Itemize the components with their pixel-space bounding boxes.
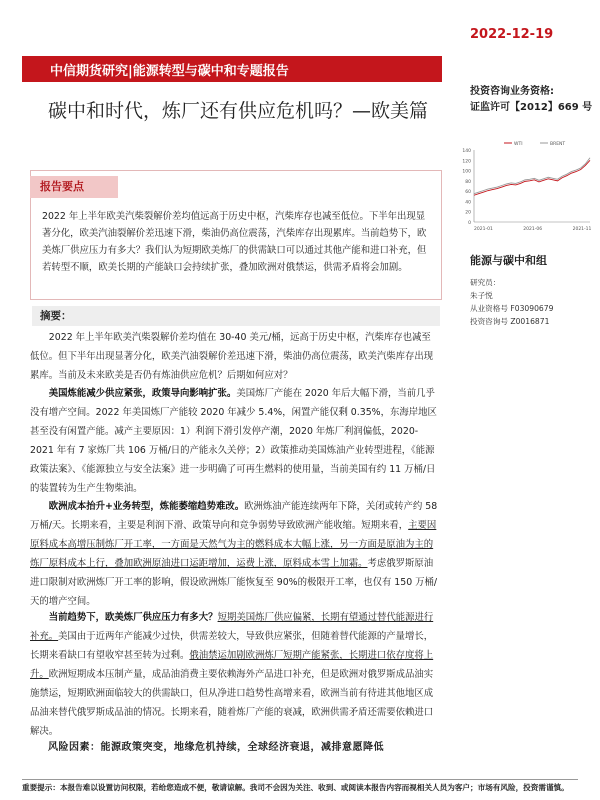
price-chart bbox=[456, 138, 594, 234]
analyst-license-2: 投资咨询号 Z0016871 bbox=[470, 317, 550, 326]
y-tick-label: 20 bbox=[465, 210, 471, 216]
legend-label-wti: WTI bbox=[514, 142, 523, 147]
report-date: 2022-12-19 bbox=[470, 27, 554, 42]
paragraph-3-body-a: 欧洲炼油产能连续两年下降，关闭或转产约 58 万桶/天。长期来看，主要是利润下滑、政策导向和竞争弱势导致欧洲产能收缩。短期来看， bbox=[30, 501, 438, 531]
paragraph-3-lead: 欧洲成本抬升+业务转型，炼能萎缩趋势难改。 bbox=[48, 501, 245, 512]
x-tick-label: 2021-06 bbox=[523, 227, 543, 232]
paragraph-4-body-b: 欧洲短期成本压制产量，成品油消费主要依赖海外产品进口补充，但是欧洲对俄罗斯成品油实施禁运，短期欧洲面临较大的供需缺口，但从净进口趋势性高增来看，欧洲当前有待进其他地区成品油来替代俄罗斯成品油的情况。长期来看，随着炼厂产能的衰减，欧洲供需矛盾还需要依赖进口解决。 bbox=[30, 669, 434, 737]
abstract-paragraph-2 bbox=[30, 384, 440, 498]
sector-name: 能源与碳中和组 bbox=[470, 254, 547, 267]
footer-divider bbox=[22, 779, 578, 780]
qualification bbox=[470, 84, 592, 116]
abstract-label: 摘要： bbox=[32, 306, 440, 326]
risk-factors: 风险因素：能源政策突变，地缘危机持续，全球经济衰退，减排意愿降低 bbox=[48, 742, 384, 753]
legend-label-brent: BRENT bbox=[550, 142, 566, 147]
analyst-label: 研究员： bbox=[470, 278, 501, 287]
paragraph-4-underlined-2: 俄油禁运加剧欧洲炼厂短期产能紧张，长期进口依存度将上升。 bbox=[30, 650, 434, 680]
x-tick-label: 2021-01 bbox=[474, 227, 493, 232]
paragraph-2-lead: 美国炼能减少供应紧张，政策导向影响扩张。 bbox=[48, 388, 237, 399]
summary-label: 报告要点 bbox=[30, 176, 118, 198]
paragraph-2-body: 美国炼厂产能在 2020 年后大幅下滑，当前几乎没有增产空间。2022 年美国炼厂产能较 2020 年减少 5.4%，闲置产能仅剩 0.35%，东海岸地区甚至没有闲置产能。减产主要原因：1）利润下滑引发停产潮，2020 年炼厂利润偏低，2020-2021 年有 7 家炼厂共 106 万桶/日的产能永久关停；2）政策推动美国炼油产业转型进程，《能源政策法案》、《能源独立与安全法案》进一步明确了可再生燃料的使用量，当前美国有约 11 万桶/日的装置转为生产生物柴油。 bbox=[30, 388, 437, 494]
analyst-name: 朱子悦 bbox=[470, 291, 493, 300]
analyst-info bbox=[470, 276, 553, 328]
price-chart-svg bbox=[456, 138, 594, 234]
x-tick-label: 2021-11 bbox=[572, 227, 592, 232]
series-line-wti bbox=[474, 160, 590, 195]
abstract-paragraph-1: 2022 年上半年欧美汽柴裂解价差均值在 30-40 美元/桶，远高于历史中枢，汽柴库存也减至低位。但下半年出现显著分化，欧美汽油裂解价差迅速下滑，柴油仍高位震荡，欧美汽柴库存出现累库。当前及未来欧美是否仍有炼油供应危机？后期如何应对？ bbox=[30, 332, 434, 381]
series-line-brent bbox=[474, 158, 590, 194]
paragraph-3-underlined: 主要因原料成本高增压制炼厂开工率，一方面是天然气为主的燃料成本大幅上涨，另一方面是原油为主的炼厂原料成本上行，叠加欧洲原油进口运距增加，运费上涨，原料成本雪上加霜。 bbox=[30, 520, 437, 569]
abstract-paragraph-3 bbox=[30, 497, 440, 611]
paragraph-4-body-a: 美国由于近两年产能减少过快，供需差较大，导致供应紧张，但随着替代能源的产量增长，长期来看缺口有望收窄甚至转为过剩。 bbox=[30, 631, 434, 661]
paragraph-4-underlined-1: 短期美国炼厂供应偏紧，长期有望通过替代能源进行补充。 bbox=[30, 612, 434, 642]
abstract-paragraph-4 bbox=[30, 608, 440, 741]
paragraph-4-lead: 当前趋势下，欧美炼厂供应压力有多大？ bbox=[48, 612, 218, 623]
y-tick-label: 100 bbox=[462, 169, 471, 175]
footer-disclaimer: 重要提示：本报告难以设置访问权限，若给您造成不便，敬请谅解。我司不会因为关注、收到、或阅读本报告内容而视相关人员为客户；市场有风险，投资需谨慎。 bbox=[22, 783, 569, 792]
y-tick-label: 120 bbox=[462, 159, 471, 165]
y-tick-label: 0 bbox=[468, 221, 471, 226]
y-tick-label: 40 bbox=[465, 200, 471, 206]
y-tick-label: 60 bbox=[465, 190, 471, 196]
report-title: 碳中和时代，炼厂还有供应危机吗？—欧美篇 bbox=[48, 100, 429, 122]
header-band-title: 中信期货研究|能源转型与碳中和专题报告 bbox=[50, 64, 289, 79]
qualification-line-2: 证监许可【2012】669 号 bbox=[470, 102, 593, 113]
qualification-line-1: 投资咨询业务资格: bbox=[470, 86, 554, 97]
paragraph-3-body-b: 考虑俄罗斯原油进口限制对欧洲炼厂开工率的影响，假设欧洲炼厂能恢复至 90%的极限开工率，也仅有 150 万桶/天的增产空间。 bbox=[30, 558, 438, 607]
analyst-license-1: 从业资格号 F03090679 bbox=[470, 304, 554, 313]
y-tick-label: 80 bbox=[465, 179, 471, 185]
summary-text: 2022 年上半年欧美汽柴裂解价差均值远高于历史中枢，汽柴库存也减至低位。下半年出现显著分化，欧美汽油裂解价差迅速下滑，柴油仍高位震荡，汽柴库存出现累库。当前趋势下，欧美炼厂供应压力有多大？我们认为短期欧美炼厂的供需缺口可以通过其他产能和进口补充，但若转型不顺，欧美长期的产能缺口会持续扩张，叠加欧洲对俄禁运，供需矛盾将会加剧。 bbox=[42, 211, 427, 273]
y-tick-label: 140 bbox=[462, 149, 471, 154]
